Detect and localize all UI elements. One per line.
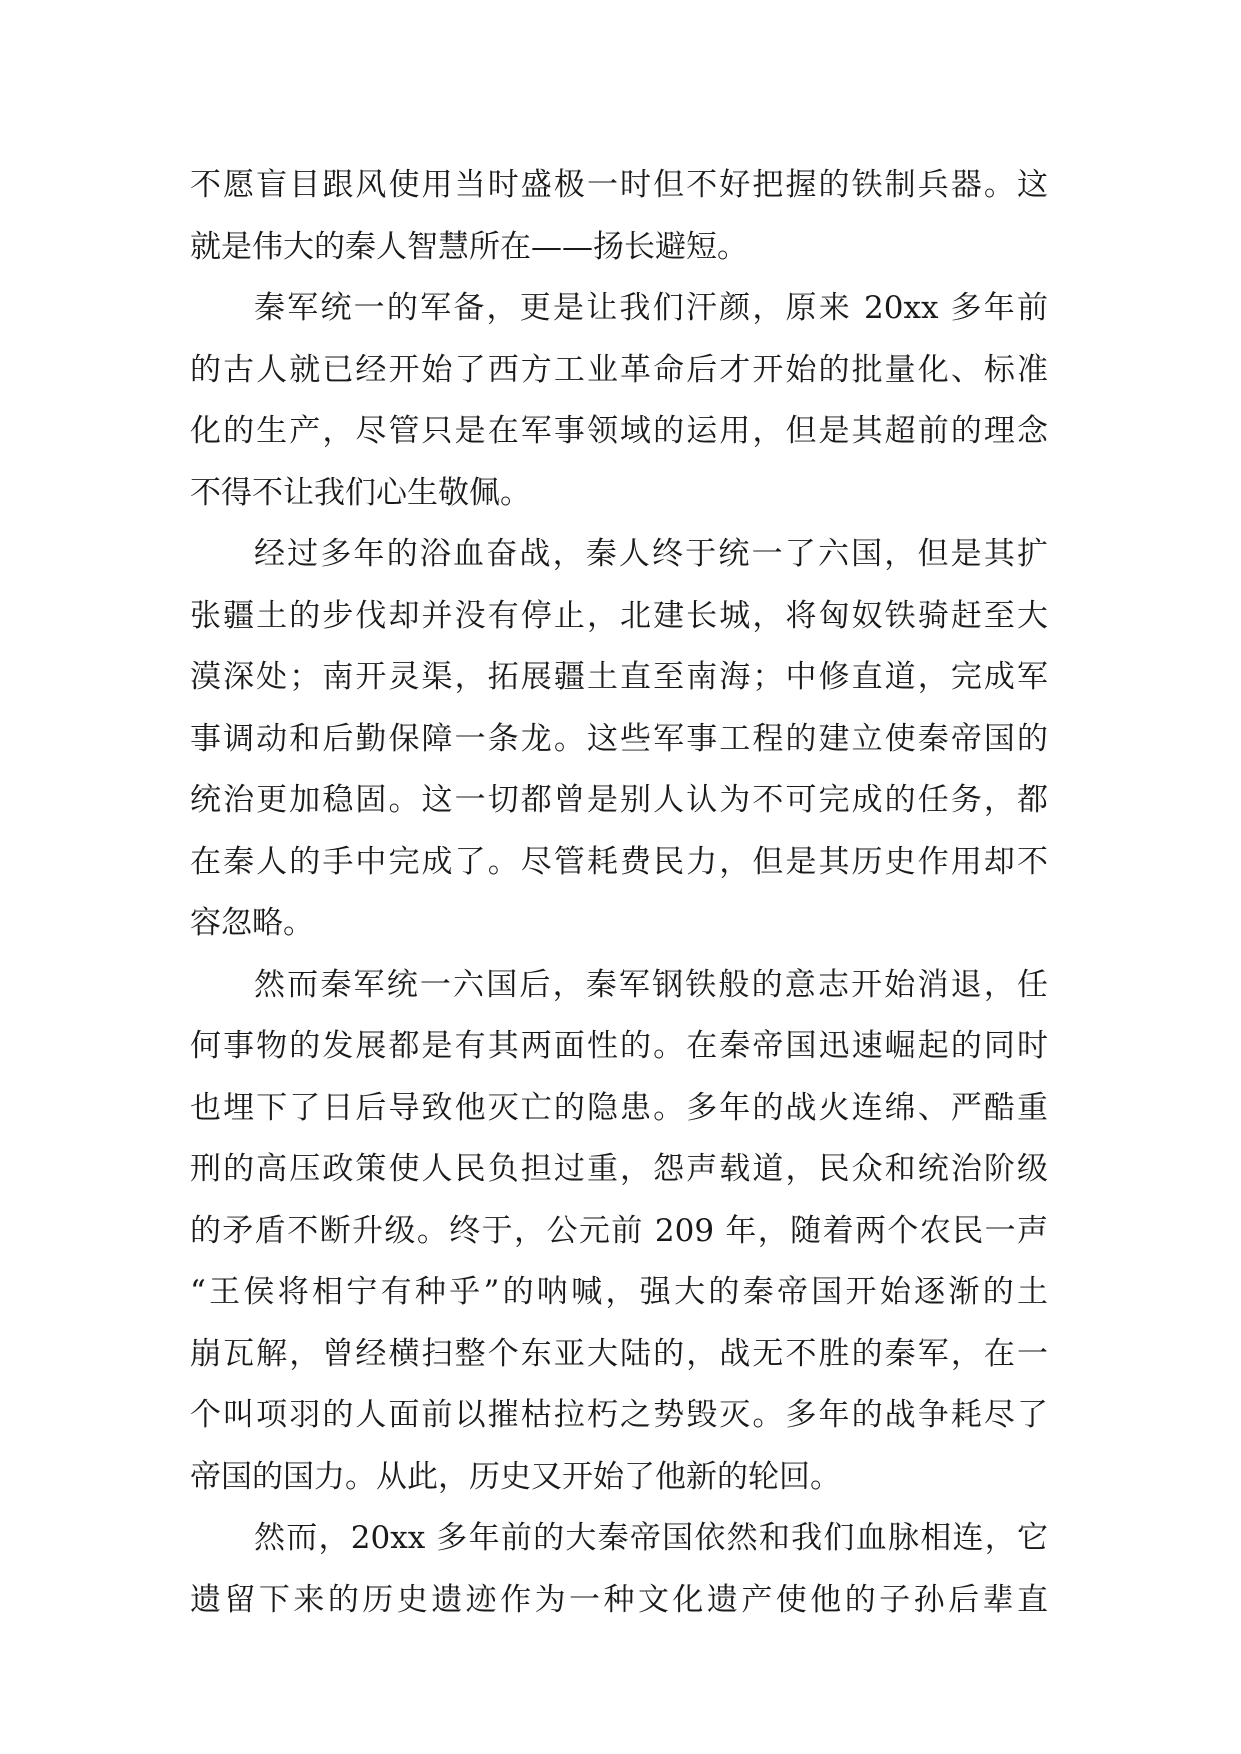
text-line: 统治更加稳固。这一切都曾是别人认为不可完成的任务，都 — [190, 782, 1048, 818]
body-text — [190, 155, 1048, 1631]
text-line: 化的生产，尽管只是在军事领域的运用，但是其超前的理念 — [190, 413, 1048, 449]
text-line: 容忽略。 — [190, 905, 314, 941]
paragraph-first-line: 然而秦军统一六国后，秦军钢铁般的意志开始消退，任 — [254, 966, 1048, 1003]
paragraph-first-line: 经过多年的浴血奋战，秦人终于统一了六国，但是其扩 — [254, 536, 1048, 572]
text-line: 崩瓦解，曾经横扫整个东亚大陆的，战无不胜的秦军，在一 — [190, 1335, 1048, 1372]
text-line: 个叫项羽的人面前以摧枯拉朽之势毁灭。多年的战争耗尽了 — [190, 1397, 1048, 1433]
text-line: 就是伟大的秦人智慧所在——扬长避短。 — [190, 228, 748, 265]
text-line: 遗留下来的历史遗迹作为一种文化遗产使他的子孙后辈直 — [190, 1581, 1048, 1618]
text-line: 的矛盾不断升级。终于，公元前 209 年，随着两个农民一声 — [190, 1212, 1048, 1249]
text-line: 刑的高压政策使人民负担过重，怨声载道，民众和统治阶级 — [190, 1151, 1048, 1187]
text-line: 不得不让我们心生敬佩。 — [190, 474, 531, 511]
text-line: 帝国的国力。从此，历史又开始了他新的轮回。 — [190, 1458, 841, 1495]
text-line: 不愿盲目跟风使用当时盛极一时但不好把握的铁制兵器。这 — [190, 167, 1048, 203]
text-line: 何事物的发展都是有其两面性的。在秦帝国迅速崛起的同时 — [190, 1028, 1048, 1064]
text-line: 事调动和后勤保障一条龙。这些军事工程的建立使秦帝国的 — [190, 720, 1048, 757]
paragraph-first-line: 秦军统一的军备，更是让我们汗颜，原来 20xx 多年前 — [254, 290, 1048, 326]
text-line: 的古人就已经开始了西方工业革命后才开始的批量化、标准 — [190, 351, 1048, 388]
text-line: “王侯将相宁有种乎”的呐喊，强大的秦帝国开始逐渐的土 — [190, 1274, 1048, 1310]
text-line: 张疆土的步伐却并没有停止，北建长城，将匈奴铁骑赶至大 — [190, 597, 1048, 634]
text-line: 也埋下了日后导致他灭亡的隐患。多年的战火连绵、严酷重 — [190, 1089, 1048, 1126]
paragraph-first-line: 然而，20xx 多年前的大秦帝国依然和我们血脉相连，它 — [254, 1520, 1048, 1556]
text-line: 在秦人的手中完成了。尽管耗费民力，但是其历史作用却不 — [190, 843, 1048, 880]
text-line: 漠深处；南开灵渠，拓展疆土直至南海；中修直道，完成军 — [190, 659, 1048, 695]
